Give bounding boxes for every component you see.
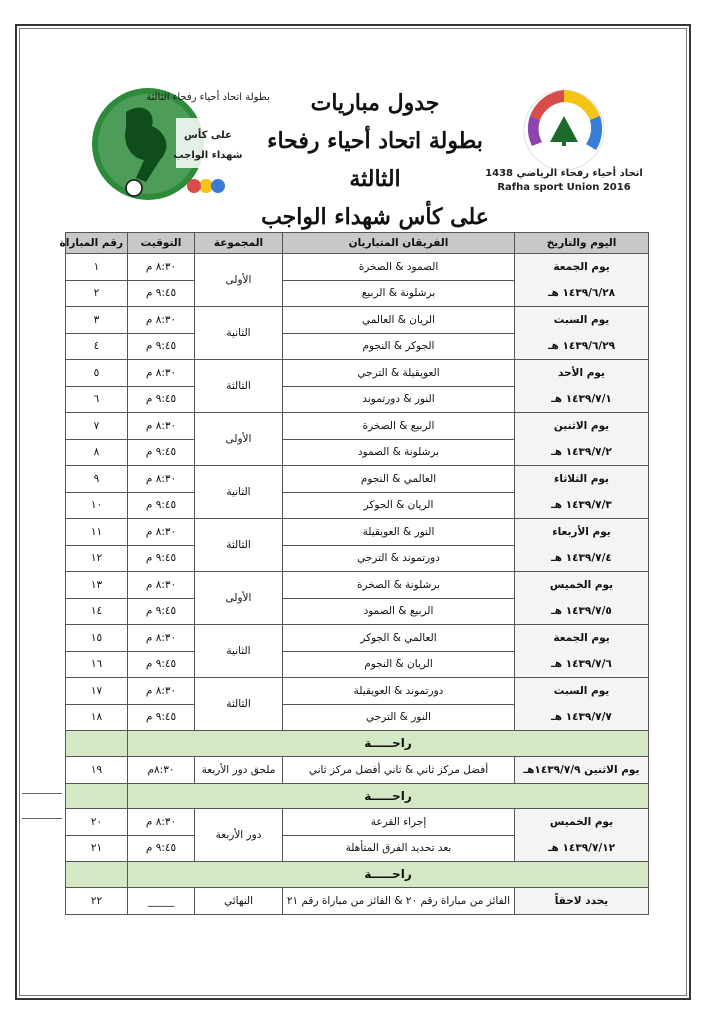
match-number: ١٢ bbox=[66, 545, 128, 572]
match-time: ٨:٣٠ م bbox=[128, 307, 195, 334]
match-teams: الريان & النجوم bbox=[283, 651, 515, 678]
match-time: ٩:٤٥ م bbox=[128, 280, 195, 307]
playoff-match-no: ١٩ bbox=[66, 756, 128, 783]
match-teams: دورتموند & الترجي bbox=[283, 545, 515, 572]
day-date: ١٤٣٩/٧/٥ هـ bbox=[551, 605, 612, 617]
day-name: يوم الثلاثاء bbox=[554, 473, 609, 485]
match-number: ١٧ bbox=[66, 678, 128, 705]
match-group: الأولى bbox=[195, 572, 283, 625]
final-date: يحدد لاحقاً bbox=[515, 887, 649, 914]
semis-teams-2: بعد تحديد الفرق المتأهلة bbox=[283, 835, 515, 862]
match-teams: الريان & العالمي bbox=[283, 307, 515, 334]
match-number: ٨ bbox=[66, 439, 128, 466]
title-line-2: بطولة اتحاد أحياء رفحاء الثالثة bbox=[267, 128, 483, 192]
table-row bbox=[66, 519, 649, 546]
match-group: الأولى bbox=[195, 413, 283, 466]
title-block bbox=[250, 84, 500, 236]
title-line-3: على كأس شهداء الواجب bbox=[261, 204, 489, 230]
table-row bbox=[66, 254, 649, 281]
logo-right-text1: اتحاد أحياء رفحاء الرياضي 1438 bbox=[485, 168, 643, 179]
semis-date-cell bbox=[515, 809, 649, 862]
header bbox=[60, 76, 650, 230]
day-name: يوم السبت bbox=[553, 314, 610, 326]
rest-label: راحـــــة bbox=[128, 731, 649, 757]
final-time: _____ bbox=[128, 887, 195, 914]
match-teams: العويقيلة & الترجي bbox=[283, 360, 515, 387]
final-teams: الفائز من مباراة رقم ٢٠ & الفائز من مباراة رقم ٢١ bbox=[283, 887, 515, 914]
day-name: يوم الجمعة bbox=[553, 632, 610, 644]
match-number: ٧ bbox=[66, 413, 128, 440]
match-group: الثانية bbox=[195, 466, 283, 519]
day-date-cell bbox=[515, 466, 649, 519]
match-teams: النور & الترجي bbox=[283, 704, 515, 731]
match-number: ٩ bbox=[66, 466, 128, 493]
match-group: الثالثة bbox=[195, 360, 283, 413]
union-logo bbox=[485, 86, 643, 206]
match-number: ١١ bbox=[66, 519, 128, 546]
day-date: ١٤٣٩/٦/٢٨ هـ bbox=[547, 287, 616, 299]
semis-row-1 bbox=[66, 809, 649, 836]
title-line-1: جدول مباريات bbox=[310, 90, 440, 116]
match-time: ٨:٣٠ م bbox=[128, 625, 195, 652]
match-teams: الربيع & الصخرة bbox=[283, 413, 515, 440]
day-name: يوم الأربعاء bbox=[552, 526, 611, 538]
day-name: يوم الاثنين bbox=[553, 420, 610, 432]
match-time: ٩:٤٥ م bbox=[128, 386, 195, 413]
match-number: ١٣ bbox=[66, 572, 128, 599]
table-row bbox=[66, 360, 649, 387]
match-time: ٩:٤٥ م bbox=[128, 651, 195, 678]
schedule-table bbox=[59, 232, 649, 915]
header-teams: الفريقان المتباريان bbox=[283, 233, 515, 254]
match-number: ٣ bbox=[66, 307, 128, 334]
match-time: ٨:٣٠ م bbox=[128, 466, 195, 493]
day-date: ١٤٣٩/٧/٢ هـ bbox=[551, 446, 612, 458]
match-number: ٦ bbox=[66, 386, 128, 413]
match-group: الثالثة bbox=[195, 678, 283, 731]
rest-label: راحـــــة bbox=[128, 862, 649, 888]
match-time: ٨:٣٠ م bbox=[128, 572, 195, 599]
match-teams: الصمود & الصخرة bbox=[283, 254, 515, 281]
match-time: ٩:٤٥ م bbox=[128, 492, 195, 519]
day-date: ١٤٣٩/٧/١ هـ bbox=[551, 393, 612, 405]
final-row bbox=[66, 887, 649, 914]
margin-line bbox=[22, 793, 62, 794]
logo-left-arc-text: بطولة اتحاد أحياء رفحاء الثالثة bbox=[146, 92, 270, 103]
playoff-group: ملحق دور الأربعة bbox=[195, 756, 283, 783]
match-number: ١ bbox=[66, 254, 128, 281]
semis-time-1: ٨:٣٠ م bbox=[128, 809, 195, 836]
match-number: ١٦ bbox=[66, 651, 128, 678]
semis-date: ١٤٣٩/٧/١٢ هـ bbox=[547, 842, 616, 854]
match-number: ١٥ bbox=[66, 625, 128, 652]
playoff-time: ٨:٣٠م bbox=[128, 756, 195, 783]
header-group: المجموعة bbox=[195, 233, 283, 254]
final-match-no: ٢٢ bbox=[66, 887, 128, 914]
table-row bbox=[66, 466, 649, 493]
match-number: ١٤ bbox=[66, 598, 128, 625]
match-teams: العالمي & الجوكر bbox=[283, 625, 515, 652]
semis-teams-1: إجراء القرعة bbox=[283, 809, 515, 836]
table-row bbox=[66, 678, 649, 705]
match-time: ٩:٤٥ م bbox=[128, 704, 195, 731]
day-date-cell bbox=[515, 572, 649, 625]
match-teams: النور & العويقيلة bbox=[283, 519, 515, 546]
tournament-logo bbox=[86, 82, 270, 202]
day-name: يوم السبت bbox=[553, 685, 610, 697]
match-number: ١٨ bbox=[66, 704, 128, 731]
table-row bbox=[66, 572, 649, 599]
rest-row bbox=[66, 731, 649, 757]
day-date-cell bbox=[515, 254, 649, 307]
day-date: ١٤٣٩/٧/٦ هـ bbox=[551, 658, 612, 670]
day-date: ١٤٣٩/٦/٢٩ هـ bbox=[547, 340, 616, 352]
day-date-cell bbox=[515, 625, 649, 678]
logo-right-text2: Rafha sport Union 2016 bbox=[497, 182, 631, 193]
match-teams: برشلونة & الصمود bbox=[283, 439, 515, 466]
semis-match-no-1: ٢٠ bbox=[66, 809, 128, 836]
margin-line bbox=[22, 818, 62, 819]
day-date-cell bbox=[515, 519, 649, 572]
semis-group: دور الأربعة bbox=[195, 809, 283, 862]
match-group: الأولى bbox=[195, 254, 283, 307]
rest-label: راحـــــة bbox=[128, 783, 649, 809]
playoff-date: يوم الاثنين ١٤٣٩/٧/٩هـ bbox=[515, 756, 649, 783]
match-time: ٨:٣٠ م bbox=[128, 360, 195, 387]
rest-row bbox=[66, 862, 649, 888]
day-date: ١٤٣٩/٧/٤ هـ bbox=[551, 552, 612, 564]
day-date-cell bbox=[515, 360, 649, 413]
playoff-row bbox=[66, 756, 649, 783]
logo-left-text1: على كأس bbox=[184, 130, 232, 141]
match-teams: برشلونة & الصخرة bbox=[283, 572, 515, 599]
match-teams: برشلونة & الربيع bbox=[283, 280, 515, 307]
match-number: ٢ bbox=[66, 280, 128, 307]
match-time: ٩:٤٥ م bbox=[128, 545, 195, 572]
semis-time-2: ٩:٤٥ م bbox=[128, 835, 195, 862]
semis-match-no-2: ٢١ bbox=[66, 835, 128, 862]
match-time: ٨:٣٠ م bbox=[128, 413, 195, 440]
match-time: ٨:٣٠ م bbox=[128, 519, 195, 546]
match-number: ١٠ bbox=[66, 492, 128, 519]
match-group: الثانية bbox=[195, 625, 283, 678]
day-date-cell bbox=[515, 678, 649, 731]
header-match-no: رقم المباراة bbox=[66, 233, 128, 254]
day-name: يوم الأحد bbox=[558, 367, 605, 379]
header-date: اليوم والتاريخ bbox=[515, 233, 649, 254]
match-teams: الريان & الجوكر bbox=[283, 492, 515, 519]
match-number: ٥ bbox=[66, 360, 128, 387]
table-row bbox=[66, 625, 649, 652]
day-name: يوم الجمعة bbox=[553, 261, 610, 273]
match-teams: النور & دورتموند bbox=[283, 386, 515, 413]
final-group: النهائي bbox=[195, 887, 283, 914]
day-date-cell bbox=[515, 413, 649, 466]
semis-day: يوم الخميس bbox=[549, 816, 614, 828]
table-header-row bbox=[66, 233, 649, 254]
match-time: ٨:٣٠ م bbox=[128, 254, 195, 281]
match-time: ٩:٤٥ م bbox=[128, 439, 195, 466]
day-name: يوم الخميس bbox=[549, 579, 614, 591]
match-group: الثالثة bbox=[195, 519, 283, 572]
header-time: التوقيت bbox=[128, 233, 195, 254]
match-group: الثانية bbox=[195, 307, 283, 360]
day-date: ١٤٣٩/٧/٣ هـ bbox=[551, 499, 612, 511]
match-teams: دورتموند & العويقيلة bbox=[283, 678, 515, 705]
match-time: ٩:٤٥ م bbox=[128, 598, 195, 625]
match-teams: العالمي & النجوم bbox=[283, 466, 515, 493]
match-teams: الربيع & الصمود bbox=[283, 598, 515, 625]
rest-row bbox=[66, 783, 649, 809]
logo-left-text2: شهداء الواجب bbox=[173, 150, 243, 161]
match-time: ٩:٤٥ م bbox=[128, 333, 195, 360]
match-time: ٨:٣٠ م bbox=[128, 678, 195, 705]
table-row bbox=[66, 307, 649, 334]
table-row bbox=[66, 413, 649, 440]
day-date: ١٤٣٩/٧/٧ هـ bbox=[551, 711, 612, 723]
day-date-cell bbox=[515, 307, 649, 360]
match-number: ٤ bbox=[66, 333, 128, 360]
match-teams: الجوكر & النجوم bbox=[283, 333, 515, 360]
playoff-teams: أفضل مركز ثاني & ثاني أفضل مركز ثاني bbox=[283, 756, 515, 783]
